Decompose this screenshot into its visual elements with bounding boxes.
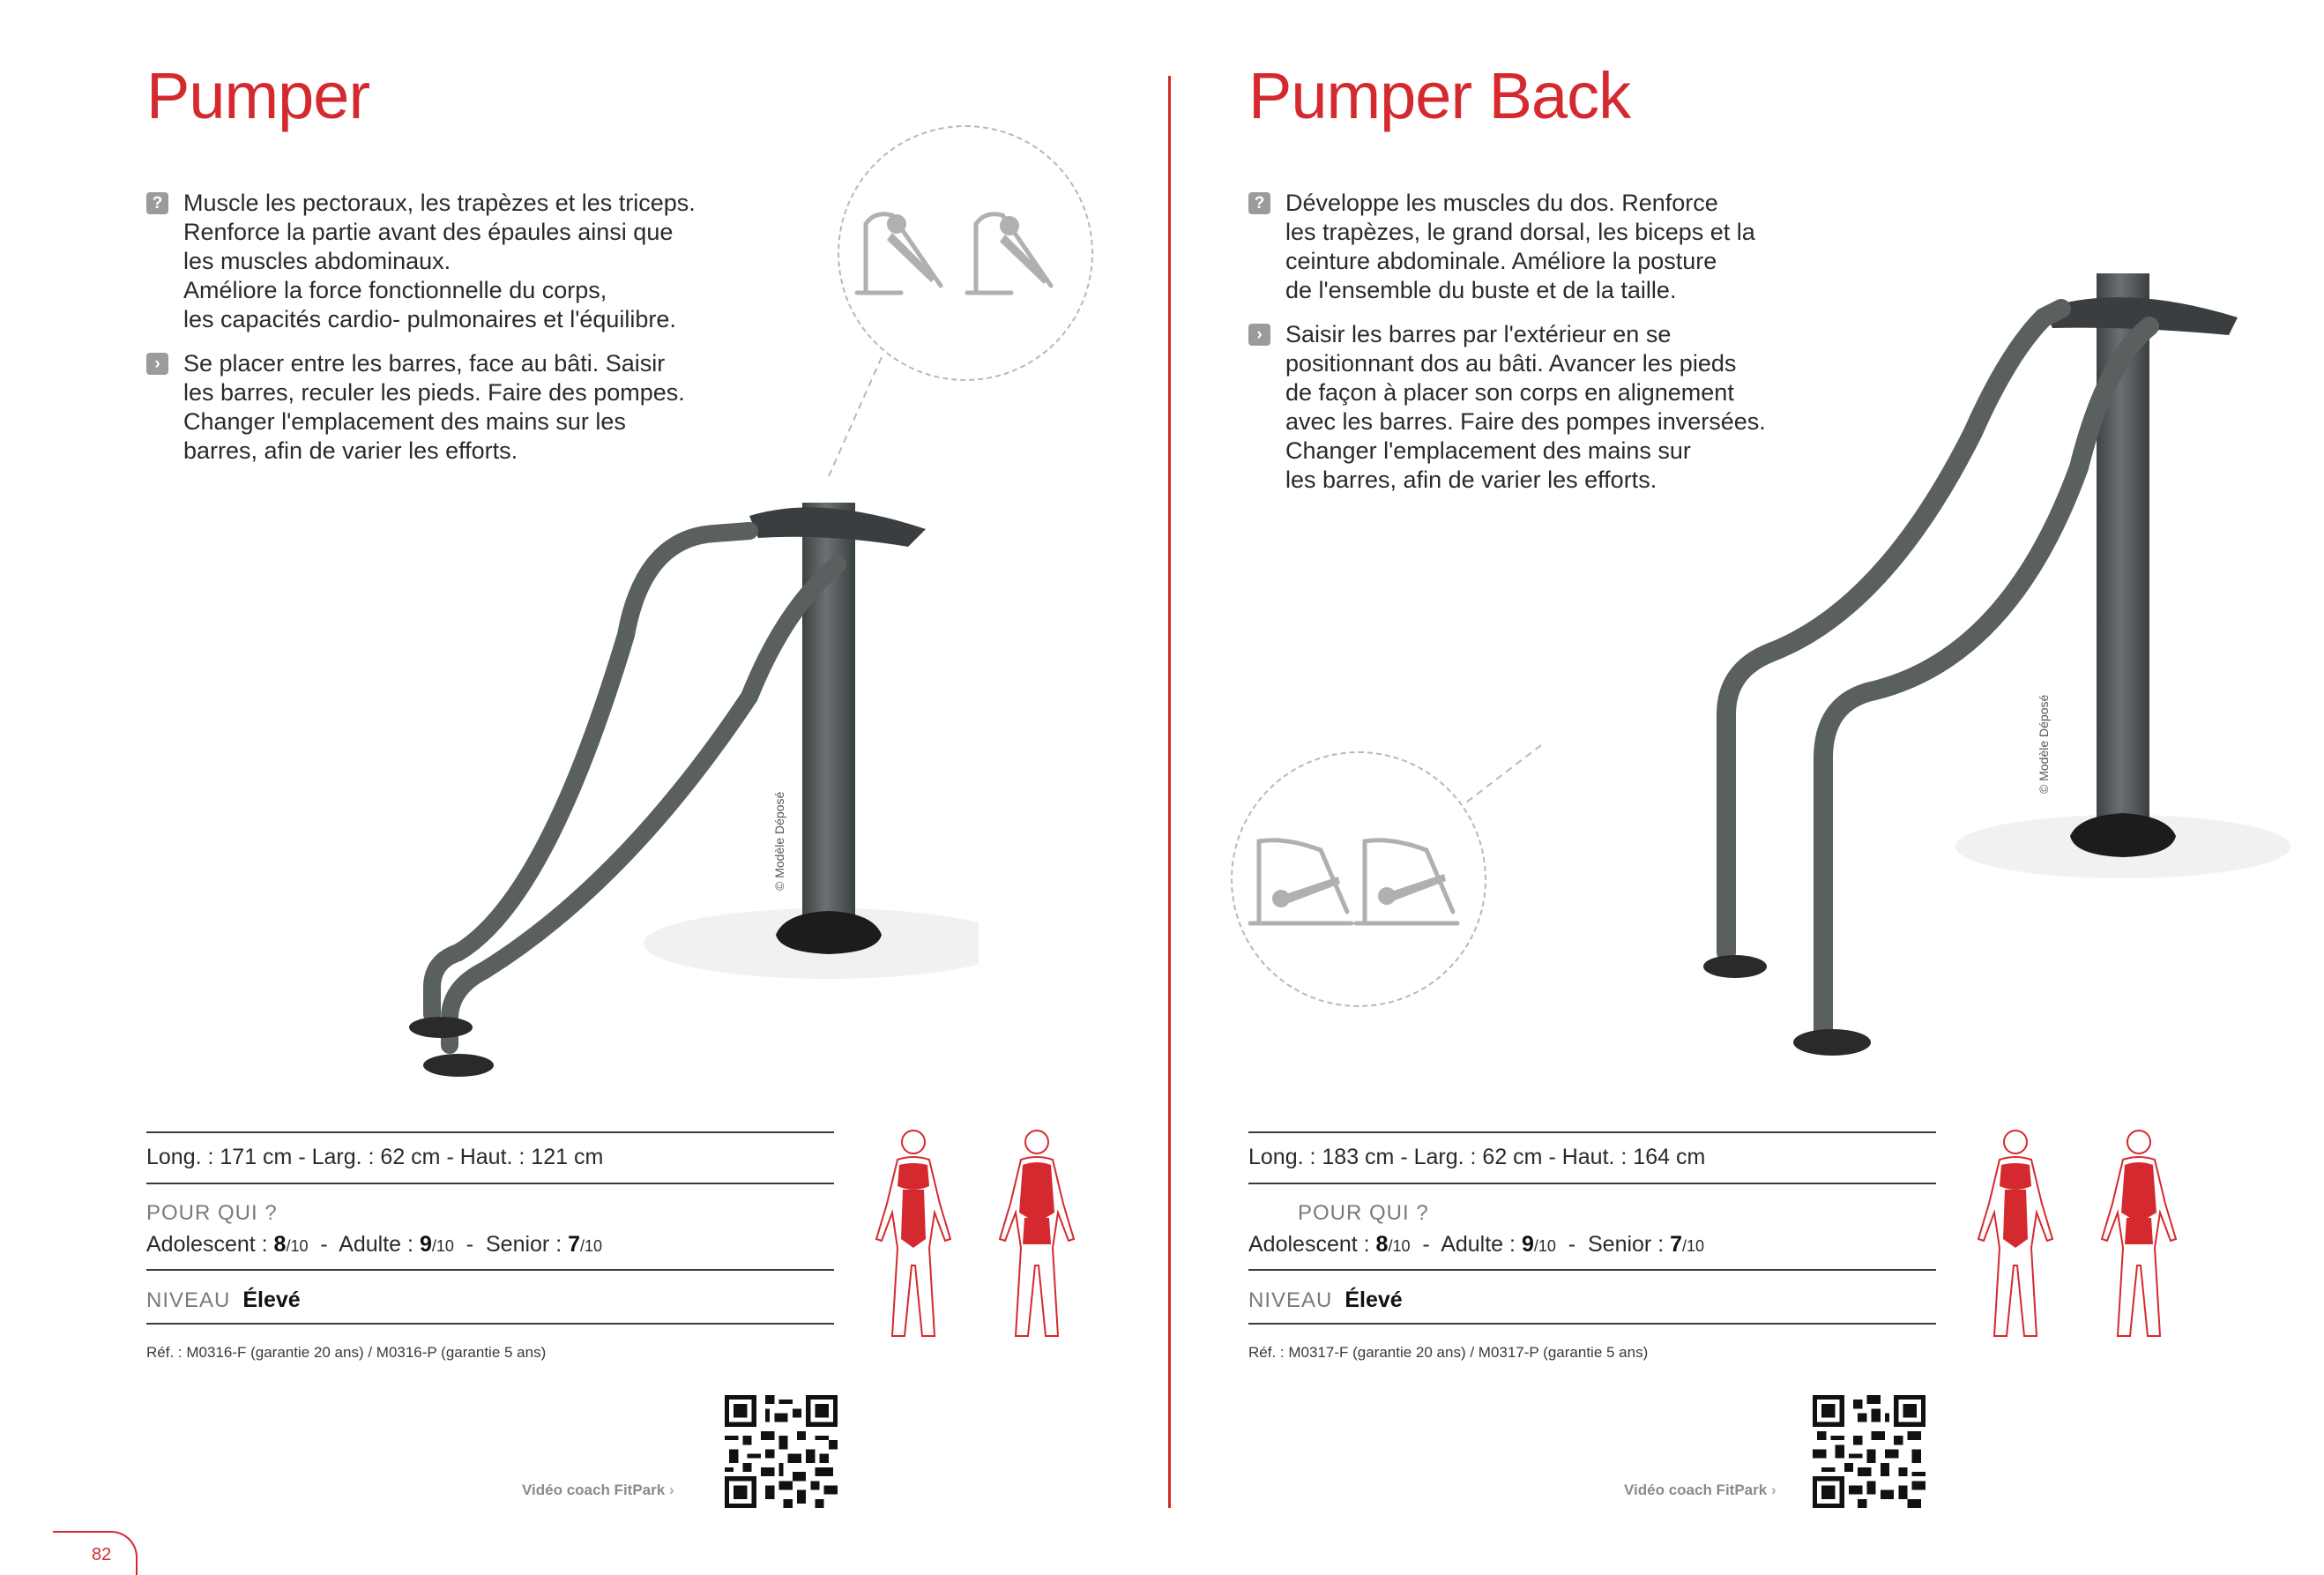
video-label: Vidéo coach FitPark xyxy=(1624,1482,1768,1498)
rating-label: Adolescent : xyxy=(1248,1232,1376,1257)
benefits-block xyxy=(146,189,763,334)
rating-label: Senior : xyxy=(485,1232,569,1257)
video-coach-link[interactable] xyxy=(1624,1482,1777,1499)
rule xyxy=(1248,1269,1936,1271)
rule xyxy=(1248,1183,1936,1184)
rating-label: Adulte : xyxy=(1441,1232,1522,1257)
dimensions: Long. : 171 cm - Larg. : 62 cm - Haut. : 121 cm xyxy=(146,1145,604,1169)
pumper-equipment-image xyxy=(256,476,979,1094)
instructions-block xyxy=(146,349,763,466)
rating-label: Adulte : xyxy=(339,1232,420,1257)
desc-line: Développe les muscles du dos. Renforce xyxy=(1285,190,1718,216)
rule xyxy=(146,1323,834,1325)
rating-scale: /10 xyxy=(431,1237,454,1255)
rating-sep: - xyxy=(308,1232,339,1257)
callout-line xyxy=(820,353,890,485)
niveau xyxy=(1248,1288,1403,1313)
product-title: Pumper xyxy=(146,59,370,132)
reference: Réf. : M0316-F (garantie 20 ans) / M0316-P (garantie 5 ans) xyxy=(146,1344,547,1361)
question-mark-icon: ? xyxy=(146,192,168,214)
niveau-label: NIVEAU xyxy=(146,1288,231,1312)
reference: Réf. : M0317-F (garantie 20 ans) / M0317-P (garantie 5 ans) xyxy=(1248,1344,1649,1361)
rating-scale: /10 xyxy=(1388,1237,1411,1255)
rule xyxy=(1248,1323,1936,1325)
muscle-map-icon xyxy=(853,1124,1097,1345)
pumper-back-equipment-image xyxy=(1515,256,2290,1085)
copyright-watermark: © Modèle Déposé xyxy=(2037,694,2051,794)
rating-value: 7 xyxy=(568,1232,580,1257)
ratings xyxy=(1248,1232,1704,1258)
rating-scale: /10 xyxy=(1533,1237,1556,1255)
product-pumper-back xyxy=(1162,0,2324,1575)
chevron-right-icon: › xyxy=(668,1482,674,1498)
reverse-pushup-figures-icon xyxy=(1233,753,1488,1009)
desc-line: Se placer entre les barres, face au bâti. Saisir xyxy=(183,350,666,377)
rule xyxy=(146,1269,834,1271)
question-mark-icon: ? xyxy=(1248,192,1270,214)
rating-label: Senior : xyxy=(1587,1232,1671,1257)
pushup-figures-icon xyxy=(839,127,1095,383)
desc-line: Muscle les pectoraux, les trapèzes et les triceps. xyxy=(183,190,696,216)
video-label: Vidéo coach FitPark xyxy=(522,1482,666,1498)
ratings xyxy=(146,1232,602,1258)
rating-scale: /10 xyxy=(1682,1237,1705,1255)
niveau-value: Élevé xyxy=(242,1288,301,1312)
product-description xyxy=(146,189,763,481)
rule xyxy=(1248,1131,1936,1133)
rule xyxy=(146,1183,834,1184)
rating-value: 8 xyxy=(273,1232,287,1257)
desc-line: Saisir les barres par l'extérieur en se xyxy=(1285,321,1672,347)
muscle-map-icon xyxy=(1955,1124,2199,1345)
desc-line: Changer l'emplacement des mains sur les xyxy=(183,408,626,435)
desc-line: les barres, afin de varier les efforts. xyxy=(1285,467,1657,493)
chevron-right-icon: › xyxy=(1770,1482,1777,1498)
desc-line: de façon à placer son corps en alignement xyxy=(1285,379,1734,406)
rating-scale: /10 xyxy=(580,1237,603,1255)
callout-line xyxy=(1462,741,1550,811)
desc-line: les capacités cardio- pulmonaires et l'équilibre. xyxy=(183,306,676,332)
desc-line: Renforce la partie avant des épaules ainsi que xyxy=(183,219,674,245)
arrow-right-icon: › xyxy=(146,353,168,375)
rating-value: 8 xyxy=(1375,1232,1389,1257)
desc-line: de l'ensemble du buste et de la taille. xyxy=(1285,277,1677,303)
niveau-label: NIVEAU xyxy=(1248,1288,1333,1312)
exercise-illustration-circle xyxy=(1231,751,1486,1007)
qr-code-icon[interactable] xyxy=(725,1395,838,1508)
page-number: 82 xyxy=(92,1545,112,1564)
qr-code-icon[interactable] xyxy=(1813,1395,1925,1508)
desc-line: positionnant dos au bâti. Avancer les pieds xyxy=(1285,350,1737,377)
video-coach-link[interactable] xyxy=(522,1482,674,1499)
rating-sep: - xyxy=(453,1232,486,1257)
desc-line: les trapèzes, le grand dorsal, les biceps et la xyxy=(1285,219,1755,245)
niveau-value: Élevé xyxy=(1344,1288,1403,1312)
rating-value: 9 xyxy=(419,1232,432,1257)
rating-sep: - xyxy=(1410,1232,1441,1257)
product-title: Pumper Back xyxy=(1248,59,1631,132)
rating-value: 9 xyxy=(1521,1232,1534,1257)
desc-line: barres, afin de varier les efforts. xyxy=(183,437,518,464)
niveau xyxy=(146,1288,301,1313)
who-label: POUR QUI ? xyxy=(146,1201,278,1225)
desc-line: les barres, reculer les pieds. Faire des pompes. xyxy=(183,379,685,406)
desc-line: ceinture abdominale. Améliore la posture xyxy=(1285,248,1717,274)
dimensions: Long. : 183 cm - Larg. : 62 cm - Haut. : 164 cm xyxy=(1248,1145,1706,1169)
copyright-watermark: © Modèle Déposé xyxy=(772,791,786,891)
rule xyxy=(146,1131,834,1133)
desc-line: avec les barres. Faire des pompes inversées. xyxy=(1285,408,1766,435)
arrow-right-icon: › xyxy=(1248,324,1270,346)
desc-line: Améliore la force fonctionnelle du corps, xyxy=(183,277,607,303)
desc-line: Changer l'emplacement des mains sur xyxy=(1285,437,1691,464)
rating-value: 7 xyxy=(1670,1232,1682,1257)
desc-line: les muscles abdominaux. xyxy=(183,248,451,274)
exercise-illustration-circle xyxy=(838,125,1093,381)
rating-sep: - xyxy=(1555,1232,1588,1257)
rating-label: Adolescent : xyxy=(146,1232,274,1257)
who-label: POUR QUI ? xyxy=(1298,1201,1429,1225)
rating-scale: /10 xyxy=(286,1237,309,1255)
